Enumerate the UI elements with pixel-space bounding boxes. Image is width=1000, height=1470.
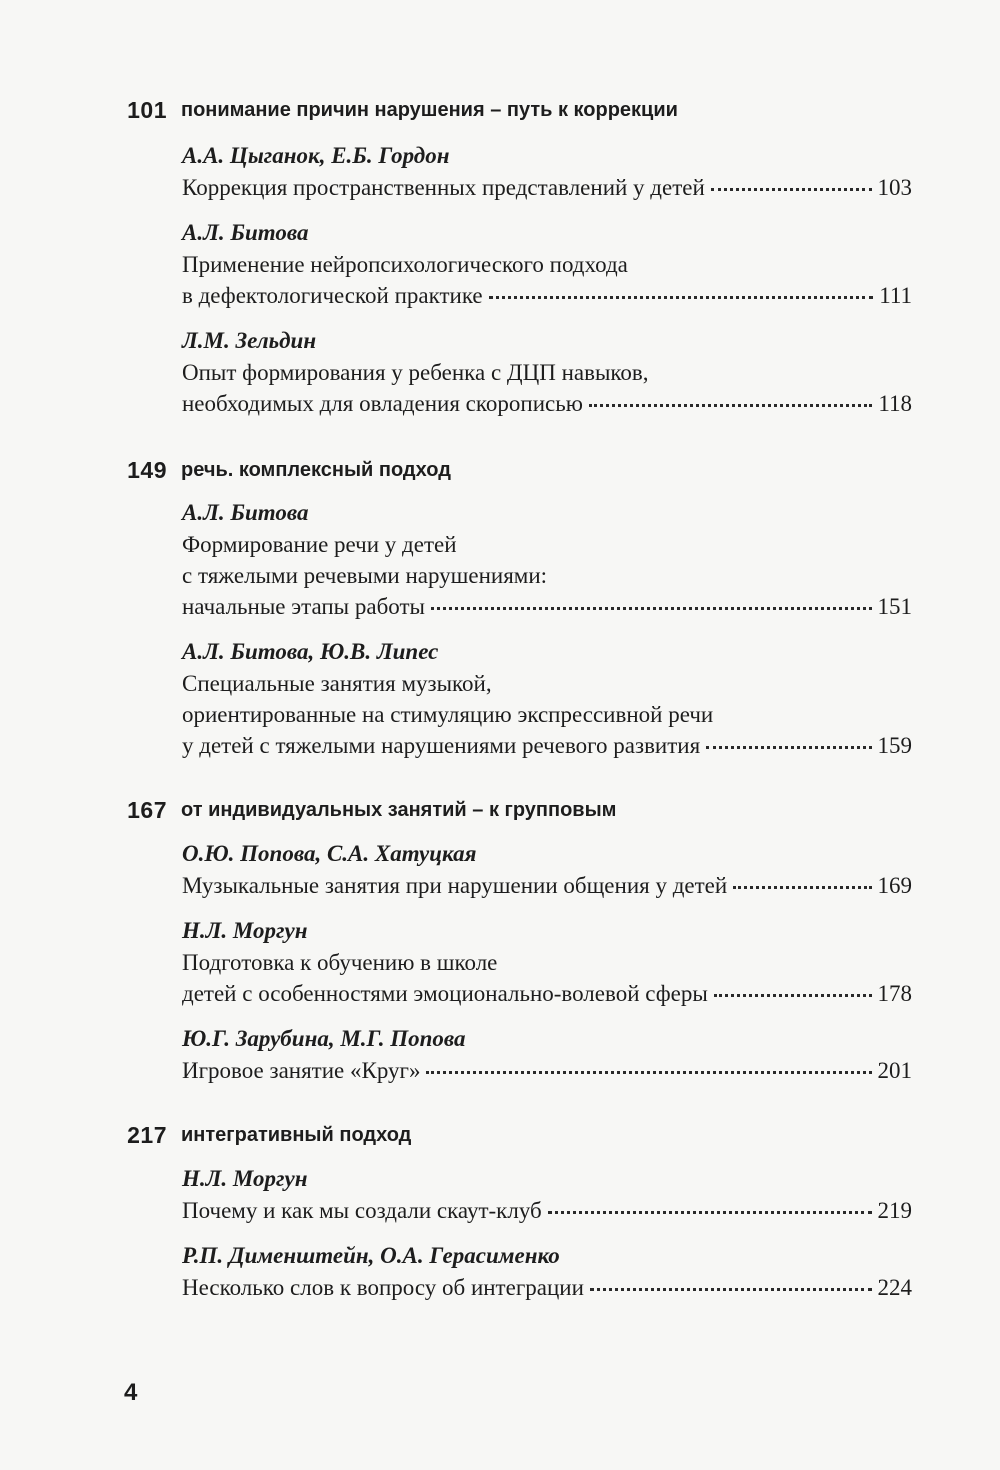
entry-authors: А.А. Цыганок, Е.Б. Гордон xyxy=(182,143,450,168)
entry-title-line: ориентированные на стимуляцию экспрессивной речи xyxy=(182,702,714,727)
section-title: понимание причин нарушения – путь к коррекции xyxy=(181,99,678,121)
section-heading xyxy=(0,455,1000,485)
entry-title-text: у детей с тяжелыми нарушениями речевого развития xyxy=(182,733,701,758)
entry-title-line xyxy=(182,870,912,901)
section-page-number: 217 xyxy=(127,1122,167,1148)
entry-title-line: с тяжелыми речевыми нарушениями: xyxy=(182,563,548,588)
toc-entry[interactable] xyxy=(182,838,912,901)
entry-page-number: 103 xyxy=(877,175,912,200)
entry-title-text: начальные этапы работы xyxy=(182,594,425,619)
entry-title-line xyxy=(182,388,912,419)
leader-dots xyxy=(706,745,871,749)
entry-page-number: 151 xyxy=(877,594,912,619)
leader-dots xyxy=(426,1070,871,1074)
section-page-number: 149 xyxy=(127,457,167,483)
entry-page-number: 159 xyxy=(877,733,912,758)
leader-dots xyxy=(733,885,871,889)
entry-title-line xyxy=(182,730,912,761)
entry-title-line: Формирование речи у детей xyxy=(182,532,457,557)
leader-dots xyxy=(714,993,872,997)
entry-title-line xyxy=(182,172,912,203)
entry-title-line xyxy=(182,280,912,311)
entry-authors: О.Ю. Попова, С.А. Хатуцкая xyxy=(182,841,477,866)
toc-entry[interactable] xyxy=(182,636,912,761)
leader-dots xyxy=(711,187,872,191)
toc-entry[interactable] xyxy=(182,915,912,1009)
entry-authors: Р.П. Дименштейн, О.А. Герасименко xyxy=(182,1243,560,1268)
toc-entry[interactable] xyxy=(182,1240,912,1303)
toc-entry[interactable] xyxy=(182,1023,912,1086)
entry-authors: А.Л. Битова, Ю.В. Липес xyxy=(182,639,439,664)
leader-dots xyxy=(589,403,872,407)
entry-title-text: Почему и как мы создали скаут-клуб xyxy=(182,1198,542,1223)
page-number: 4 xyxy=(124,1379,138,1406)
entry-title-line xyxy=(182,978,912,1009)
toc-entry[interactable] xyxy=(182,325,912,419)
entry-page-number: 118 xyxy=(878,391,912,416)
entry-page-number: 219 xyxy=(877,1198,912,1223)
toc-entry[interactable] xyxy=(182,217,912,311)
entry-title-line: Подготовка к обучению в школе xyxy=(182,950,498,975)
entry-title-text: Игровое занятие «Круг» xyxy=(182,1058,421,1083)
leader-dots xyxy=(548,1210,872,1214)
entry-page-number: 201 xyxy=(877,1058,912,1083)
entry-title-line: Применение нейропсихологического подхода xyxy=(182,252,628,277)
entry-title-line xyxy=(182,1272,912,1303)
section-heading xyxy=(0,95,1000,125)
section-title: интегративный подход xyxy=(181,1124,412,1146)
section-title: речь. комплексный подход xyxy=(181,459,451,481)
entry-authors: Л.М. Зельдин xyxy=(182,328,317,353)
leader-dots xyxy=(489,295,874,299)
entry-title-text: детей с особенностями эмоционально-волевой сферы xyxy=(182,981,708,1006)
entry-title-text: Несколько слов к вопросу об интеграции xyxy=(182,1275,584,1300)
entry-title-text: необходимых для овладения скорописью xyxy=(182,391,583,416)
entry-title-line: Опыт формирования у ребенка с ДЦП навыков, xyxy=(182,360,649,385)
toc-entry[interactable] xyxy=(182,497,912,622)
entry-title-line: Специальные занятия музыкой, xyxy=(182,671,492,696)
section-page-number: 167 xyxy=(127,797,167,823)
leader-dots xyxy=(590,1287,872,1291)
entry-page-number: 178 xyxy=(877,981,912,1006)
entry-authors: А.Л. Битова xyxy=(182,220,309,245)
entry-title-text: Музыкальные занятия при нарушении общения у детей xyxy=(182,873,728,898)
entry-title-text: в дефектологической практике xyxy=(182,283,483,308)
entry-authors: Н.Л. Моргун xyxy=(182,1166,308,1191)
toc-entry[interactable] xyxy=(182,1163,912,1226)
entry-title-line xyxy=(182,591,912,622)
entry-authors: Ю.Г. Зарубина, М.Г. Попова xyxy=(182,1026,466,1051)
entry-page-number: 169 xyxy=(877,873,912,898)
entry-authors: Н.Л. Моргун xyxy=(182,918,308,943)
entry-page-number: 111 xyxy=(879,283,912,308)
entry-title-line xyxy=(182,1055,912,1086)
section-page-number: 101 xyxy=(127,97,167,123)
section-heading xyxy=(0,795,1000,825)
entry-page-number: 224 xyxy=(877,1275,912,1300)
entry-title-line xyxy=(182,1195,912,1226)
toc-entry[interactable] xyxy=(182,140,912,203)
section-title: от индивидуальных занятий – к групповым xyxy=(181,799,617,821)
entry-title-text: Коррекция пространственных представлений у детей xyxy=(182,175,705,200)
section-heading xyxy=(0,1120,1000,1150)
leader-dots xyxy=(431,606,872,610)
entry-authors: А.Л. Битова xyxy=(182,500,309,525)
